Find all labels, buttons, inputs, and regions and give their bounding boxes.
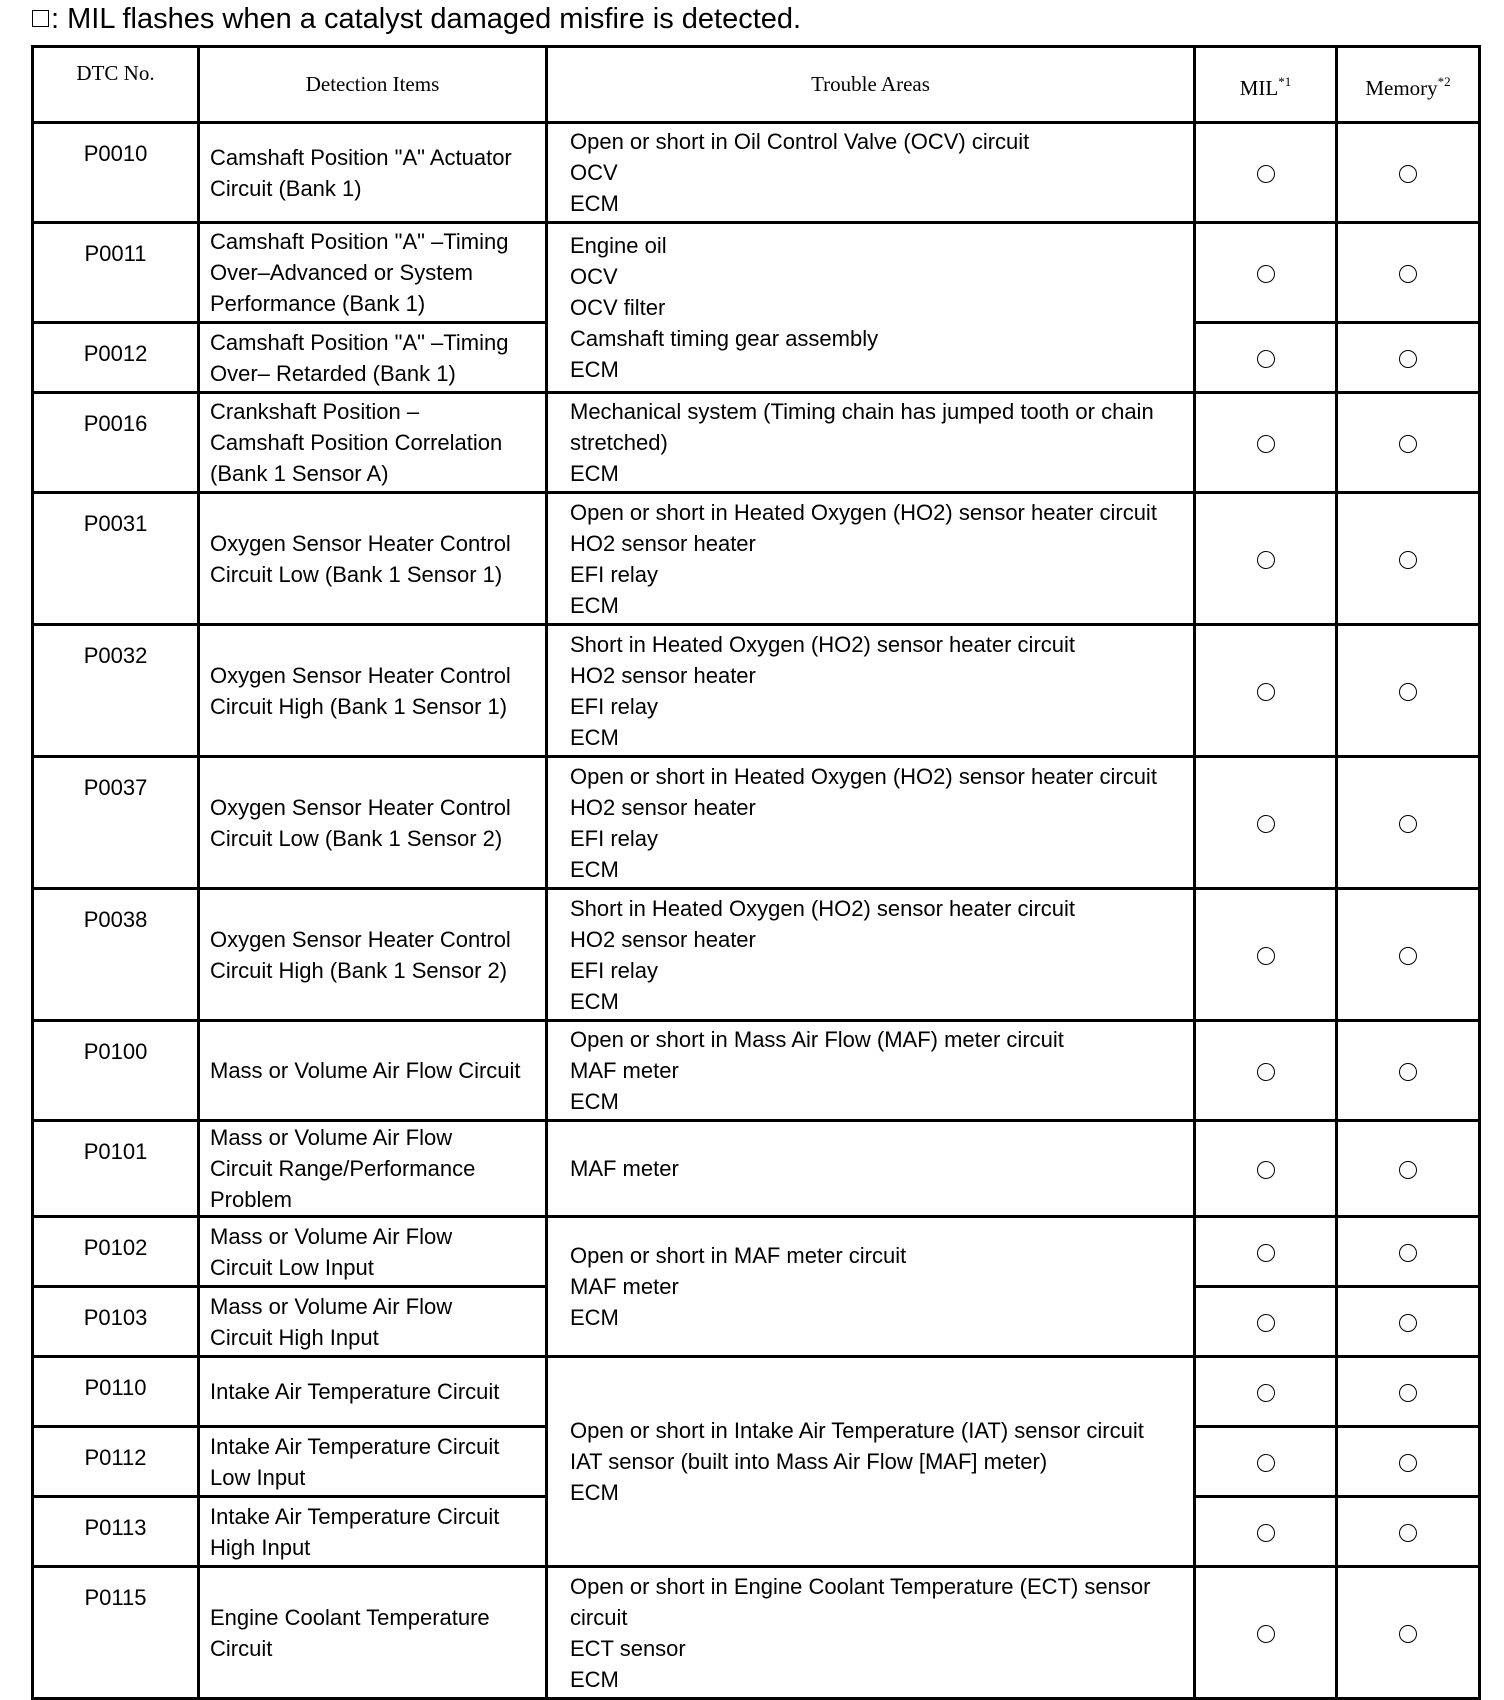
dtc-code: P0102 — [33, 1217, 199, 1287]
mil-cell — [1195, 757, 1337, 889]
detection-item-text: Crankshaft Position – Camshaft Position Correlation (Bank 1 Sensor A) — [210, 399, 503, 486]
trouble-area-line: ECM — [570, 461, 619, 486]
mil-cell — [1195, 1121, 1337, 1217]
trouble-area-line: ECM — [570, 592, 619, 618]
detection-item — [199, 1217, 547, 1287]
header-trouble-areas: Trouble Areas — [547, 47, 1195, 123]
trouble-areas — [547, 757, 1195, 889]
trouble-area-line: Open or short in Heated Oxygen (HO2) sensor heater circuit — [570, 499, 1157, 525]
detection-item — [199, 1287, 547, 1357]
memory-circle-icon — [1399, 551, 1417, 569]
trouble-area-line: HO2 sensor heater — [570, 530, 756, 556]
dtc-code: P0110 — [33, 1357, 199, 1427]
table-row — [33, 1021, 1480, 1121]
mil-cell — [1195, 393, 1337, 493]
table-row — [33, 1121, 1480, 1217]
table-row — [33, 1567, 1480, 1699]
dtc-table — [31, 45, 1481, 1700]
header-mil-footnote: *1 — [1278, 73, 1292, 89]
trouble-area-line: ECM — [570, 988, 619, 1014]
memory-circle-icon — [1399, 947, 1417, 965]
detection-item-text: Oxygen Sensor Heater Control Circuit Low (Bank 1 Sensor 2) — [210, 794, 511, 851]
mil-circle-icon — [1257, 947, 1275, 965]
memory-cell — [1337, 1567, 1480, 1699]
detection-item — [199, 223, 547, 323]
trouble-areas — [547, 393, 1195, 493]
header-mil — [1195, 47, 1337, 123]
mil-circle-icon — [1257, 165, 1275, 183]
detection-item — [199, 1427, 547, 1497]
trouble-area-line: Open or short in Oil Control Valve (OCV) circuit — [570, 129, 1030, 154]
table-row — [33, 493, 1480, 625]
trouble-area-line: Open or short in Mass Air Flow (MAF) meter circuit — [570, 1027, 1064, 1052]
memory-circle-icon — [1399, 1314, 1417, 1332]
detection-item-text: Engine Coolant Temperature Circuit — [210, 1604, 490, 1661]
trouble-areas — [547, 889, 1195, 1021]
memory-circle-icon — [1399, 1063, 1417, 1081]
mil-circle-icon — [1257, 435, 1275, 453]
trouble-areas — [547, 123, 1195, 223]
memory-cell — [1337, 223, 1480, 323]
trouble-area-line: ECM — [570, 1089, 619, 1114]
detection-item-text: Intake Air Temperature Circuit Low Input — [210, 1433, 500, 1490]
trouble-area-line: ECT sensor — [570, 1635, 686, 1661]
dtc-code: P0101 — [33, 1121, 199, 1217]
detection-item — [199, 1567, 547, 1699]
mil-circle-icon — [1257, 1524, 1275, 1542]
mil-circle-icon — [1257, 683, 1275, 701]
detection-item-text: Oxygen Sensor Heater Control Circuit High (Bank 1 Sensor 1) — [210, 662, 511, 719]
memory-cell — [1337, 1497, 1480, 1567]
trouble-area-line: EFI relay — [570, 957, 659, 983]
trouble-area-line: HO2 sensor heater — [570, 662, 756, 688]
dtc-code: P0100 — [33, 1021, 199, 1121]
detection-item-text: Intake Air Temperature Circuit — [210, 1379, 500, 1404]
dtc-code: P0037 — [33, 757, 199, 889]
detection-item-text: Mass or Volume Air Flow Circuit Low Input — [210, 1223, 453, 1280]
memory-circle-icon — [1399, 683, 1417, 701]
detection-item — [199, 493, 547, 625]
memory-circle-icon — [1399, 435, 1417, 453]
trouble-areas — [547, 493, 1195, 625]
detection-item — [199, 757, 547, 889]
legend-note — [32, 2, 801, 36]
detection-item-text: Camshaft Position "A" –Timing Over– Retarded (Bank 1) — [210, 329, 509, 386]
memory-cell — [1337, 1121, 1480, 1217]
dtc-code: P0112 — [33, 1427, 199, 1497]
table-row — [33, 889, 1480, 1021]
header-mil-label: MIL — [1239, 75, 1279, 100]
mil-cell — [1195, 1427, 1337, 1497]
detection-item-text: Intake Air Temperature Circuit High Input — [210, 1503, 500, 1560]
header-memory-footnote: *2 — [1437, 73, 1451, 89]
detection-item — [199, 1497, 547, 1567]
memory-cell — [1337, 1287, 1480, 1357]
trouble-areas — [547, 1567, 1195, 1699]
header-memory — [1337, 47, 1480, 123]
trouble-areas — [547, 625, 1195, 757]
detection-item — [199, 889, 547, 1021]
header-row — [33, 47, 1480, 123]
trouble-areas — [547, 223, 1195, 393]
trouble-area-line: ECM — [570, 357, 619, 382]
trouble-area-line: Camshaft timing gear assembly — [570, 326, 879, 351]
mil-circle-icon — [1257, 1314, 1275, 1332]
detection-item — [199, 1021, 547, 1121]
trouble-area-line: EFI relay — [570, 561, 659, 587]
table-row — [33, 625, 1480, 757]
memory-circle-icon — [1399, 1244, 1417, 1262]
trouble-areas — [547, 1021, 1195, 1121]
trouble-area-line: Short in Heated Oxygen (HO2) sensor heater circuit — [570, 631, 1076, 657]
memory-cell — [1337, 1357, 1480, 1427]
header-dtc: DTC No. — [33, 47, 199, 123]
trouble-area-line: circuit — [570, 1604, 628, 1630]
detection-item-text: Mass or Volume Air Flow Circuit Range/Performance Problem — [210, 1125, 476, 1212]
mil-circle-icon — [1257, 1161, 1275, 1179]
detection-item — [199, 625, 547, 757]
memory-cell — [1337, 889, 1480, 1021]
legend-note-text: : MIL flashes when a catalyst damaged misfire is detected. — [51, 3, 802, 35]
memory-cell — [1337, 1021, 1480, 1121]
dtc-code: P0103 — [33, 1287, 199, 1357]
table-row — [33, 1217, 1480, 1287]
detection-item-text: Camshaft Position "A" Actuator Circuit (Bank 1) — [210, 144, 512, 201]
table-row — [33, 123, 1480, 223]
trouble-area-line: MAF meter — [570, 1274, 679, 1299]
dtc-code: P0113 — [33, 1497, 199, 1567]
mil-circle-icon — [1257, 1244, 1275, 1262]
header-detection-items: Detection Items — [199, 47, 547, 123]
detection-item-text: Mass or Volume Air Flow Circuit — [210, 1058, 521, 1083]
trouble-area-line: Open or short in MAF meter circuit — [570, 1243, 907, 1268]
dtc-code: P0032 — [33, 625, 199, 757]
memory-cell — [1337, 493, 1480, 625]
mil-circle-icon — [1257, 815, 1275, 833]
mil-circle-icon — [1257, 551, 1275, 569]
mil-cell — [1195, 323, 1337, 393]
mil-circle-icon — [1257, 1063, 1275, 1081]
trouble-area-line: ECM — [570, 1480, 619, 1505]
header-memory-label: Memory — [1365, 75, 1438, 100]
trouble-areas — [547, 1121, 1195, 1217]
mil-cell — [1195, 493, 1337, 625]
mil-cell — [1195, 625, 1337, 757]
table-row — [33, 393, 1480, 493]
trouble-area-line: OCV — [570, 264, 618, 289]
memory-circle-icon — [1399, 265, 1417, 283]
trouble-area-line: Open or short in Heated Oxygen (HO2) sensor heater circuit — [570, 763, 1157, 789]
mil-cell — [1195, 1497, 1337, 1567]
memory-circle-icon — [1399, 1454, 1417, 1472]
detection-item-text: Mass or Volume Air Flow Circuit High Input — [210, 1293, 453, 1350]
detection-item-text: Oxygen Sensor Heater Control Circuit High (Bank 1 Sensor 2) — [210, 926, 511, 983]
trouble-area-line: MAF meter — [570, 1058, 679, 1083]
detection-item — [199, 1121, 547, 1217]
table-row — [33, 757, 1480, 889]
mil-circle-icon — [1257, 265, 1275, 283]
trouble-area-line: HO2 sensor heater — [570, 794, 756, 820]
dtc-code: P0012 — [33, 323, 199, 393]
mil-cell — [1195, 1217, 1337, 1287]
trouble-area-line: MAF meter — [570, 1156, 679, 1181]
memory-circle-icon — [1399, 1161, 1417, 1179]
trouble-area-line: OCV filter — [570, 295, 666, 320]
memory-cell — [1337, 1427, 1480, 1497]
detection-item-text: Oxygen Sensor Heater Control Circuit Low (Bank 1 Sensor 1) — [210, 530, 511, 587]
table-row — [33, 1357, 1480, 1427]
mil-cell — [1195, 889, 1337, 1021]
trouble-area-line: ECM — [570, 1666, 619, 1692]
trouble-area-line: HO2 sensor heater — [570, 926, 756, 952]
trouble-area-line: stretched) — [570, 430, 668, 455]
trouble-area-line: Open or short in Intake Air Temperature (IAT) sensor circuit — [570, 1418, 1144, 1443]
mil-cell — [1195, 223, 1337, 323]
mil-cell — [1195, 1567, 1337, 1699]
trouble-area-line: ECM — [570, 724, 619, 750]
trouble-area-line: OCV — [570, 160, 618, 185]
mil-cell — [1195, 1357, 1337, 1427]
mil-circle-icon — [1257, 1384, 1275, 1402]
trouble-area-line: Short in Heated Oxygen (HO2) sensor heater circuit — [570, 895, 1076, 921]
memory-cell — [1337, 1217, 1480, 1287]
detection-item — [199, 123, 547, 223]
mil-circle-icon — [1257, 1625, 1275, 1643]
trouble-area-line: ECM — [570, 1305, 619, 1330]
dtc-code: P0016 — [33, 393, 199, 493]
square-icon — [32, 10, 49, 27]
mil-circle-icon — [1257, 350, 1275, 368]
detection-item — [199, 1357, 547, 1427]
mil-cell — [1195, 1021, 1337, 1121]
dtc-code: P0115 — [33, 1567, 199, 1699]
detection-item-text: Camshaft Position "A" –Timing Over–Advanced or System Performance (Bank 1) — [210, 229, 509, 316]
detection-item — [199, 393, 547, 493]
trouble-area-line: EFI relay — [570, 693, 659, 719]
memory-cell — [1337, 393, 1480, 493]
dtc-code: P0038 — [33, 889, 199, 1021]
memory-circle-icon — [1399, 815, 1417, 833]
memory-cell — [1337, 757, 1480, 889]
memory-cell — [1337, 323, 1480, 393]
trouble-area-line: Engine oil — [570, 233, 667, 258]
trouble-areas — [547, 1217, 1195, 1357]
memory-circle-icon — [1399, 165, 1417, 183]
dtc-code: P0010 — [33, 123, 199, 223]
memory-cell — [1337, 123, 1480, 223]
trouble-area-line: ECM — [570, 856, 619, 882]
memory-circle-icon — [1399, 1625, 1417, 1643]
trouble-area-line: ECM — [570, 191, 619, 216]
mil-cell — [1195, 123, 1337, 223]
trouble-areas — [547, 1357, 1195, 1567]
mil-circle-icon — [1257, 1454, 1275, 1472]
dtc-code: P0011 — [33, 223, 199, 323]
memory-circle-icon — [1399, 350, 1417, 368]
trouble-area-line: Mechanical system (Timing chain has jumped tooth or chain — [570, 399, 1154, 424]
detection-item — [199, 323, 547, 393]
memory-circle-icon — [1399, 1384, 1417, 1402]
table-row — [33, 223, 1480, 323]
trouble-area-line: Open or short in Engine Coolant Temperature (ECT) sensor — [570, 1573, 1151, 1599]
trouble-area-line: IAT sensor (built into Mass Air Flow [MAF] meter) — [570, 1449, 1048, 1474]
memory-cell — [1337, 625, 1480, 757]
memory-circle-icon — [1399, 1524, 1417, 1542]
trouble-area-line: EFI relay — [570, 825, 659, 851]
mil-cell — [1195, 1287, 1337, 1357]
dtc-code: P0031 — [33, 493, 199, 625]
